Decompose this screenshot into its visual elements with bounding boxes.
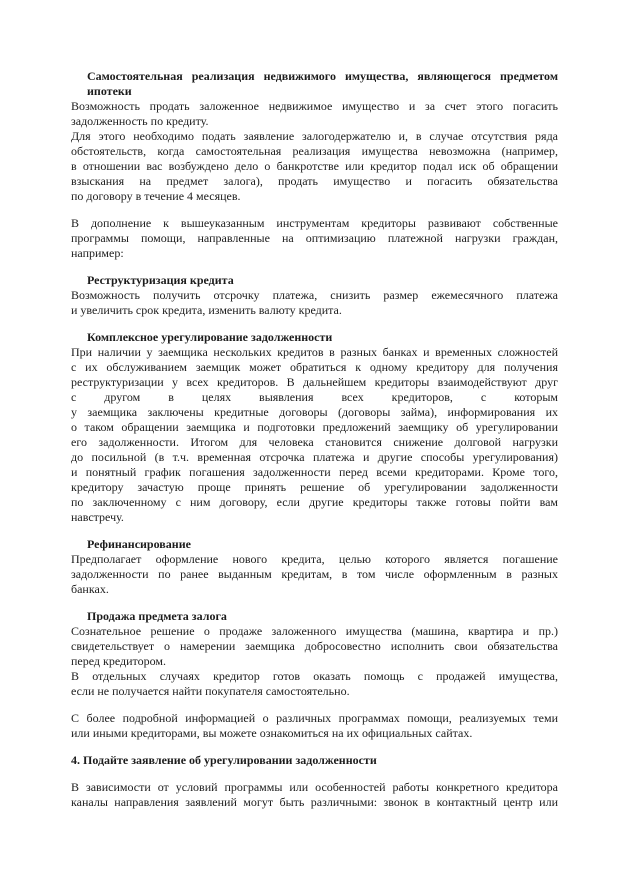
text-line: взыскания на предмет залога), продать имущество и погасить обязательства [71,174,558,188]
paragraph [71,129,558,204]
section-heading [71,537,558,552]
text-line: Реструктуризация кредита [87,273,234,287]
text-line: по договору в течение 4 месяцев. [71,189,241,203]
text-line: ипотеки [87,84,132,98]
text-line: или иными кредиторами, вы можете ознакомиться на их официальных сайтах. [71,726,473,740]
section-heading [71,609,558,624]
text-line: Продажа предмета залога [87,609,227,623]
text-line: Возможность продать заложенное недвижимое имущество и за счет этого погасить [71,99,558,113]
text-line: реструктуризации у всех кредиторов. В дальнейшем кредиторы взаимодействуют друг [71,375,558,389]
section-heading [71,69,558,99]
text-line: о таком обращении заемщика и подготовки предложений заемщику об урегулировании [71,420,558,434]
text-line: у заемщика заключены кредитные договоры (договоры займа), информирования их [71,405,558,419]
text-line: его задолженности. Итогом для человека становится снижение долговой нагрузки [71,435,558,449]
text-line: обстоятельств, когда самостоятельная реализация имущества невозможна (например, [71,144,558,158]
section-heading [71,753,558,768]
text-line: Рефинансирование [87,537,191,551]
paragraph [71,288,558,318]
text-line: С более подробной информацией о различных программах помощи, реализуемых теми [71,711,558,725]
text-line: Комплексное урегулирование задолженности [87,330,333,344]
text-line: 4. Подайте заявление об урегулировании задолженности [71,753,377,767]
text-line: и увеличить срок кредита, изменить валюту кредита. [71,303,342,317]
text-line: например: [71,246,124,260]
text-line: с их обслуживанием заемщик может обратиться к одному кредитору для получения [71,360,558,374]
text-line: задолженности по ранее выданным кредитам, в том числе оформленным в разных [71,567,558,581]
text-line: В дополнение к вышеуказанным инструментам кредиторы развивают собственные [71,216,558,230]
text-line: задолженность по кредиту. [71,114,209,128]
text-line: программы помощи, направленные на оптимизацию платежной нагрузки граждан, [71,231,558,245]
paragraph [71,552,558,597]
paragraph [71,624,558,669]
text-line: кредитору зачастую проще принять решение об урегулировании задолженности [71,480,558,494]
text-line: с другом в целях выявления всех кредиторов, с которым [71,390,558,404]
section-heading [71,330,558,345]
paragraph [71,780,558,810]
section-heading [71,273,558,288]
paragraph [71,345,558,525]
paragraph [71,216,558,261]
text-line: навстречу. [71,510,124,524]
paragraph [71,99,558,129]
text-line: перед кредитором. [71,654,166,668]
text-line: в отношении вас возбуждено дело о банкротстве или кредитор подал иск об обращении [71,159,558,173]
text-line: Предполагает оформление нового кредита, целью которого является погашение [71,552,558,566]
text-line: если не получается найти покупателя самостоятельно. [71,684,350,698]
text-line: и понятный график погашения задолженности перед всеми кредиторами. Кроме того, [71,465,558,479]
text-line: Для этого необходимо подать заявление залогодержателю и, в случае отсутствия ряда [71,129,558,143]
text-line: свидетельствует о намерении заемщика добросовестно исполнить свои обязательства [71,639,558,653]
text-line: В отдельных случаях кредитор готов оказать помощь с продажей имущества, [71,669,558,683]
text-line: Самостоятельная реализация недвижимого имущества, являющегося предметом [87,69,558,83]
document-body [71,69,558,810]
text-line: Сознательное решение о продаже заложенного имущества (машина, квартира и пр.) [71,624,558,638]
text-line: до посильной (в т.ч. временная отсрочка платежа и другие способы урегулирования) [71,450,558,464]
text-line: Возможность получить отсрочку платежа, снизить размер ежемесячного платежа [71,288,558,302]
text-line: В зависимости от условий программы или особенностей работы конкретного кредитора [71,780,558,794]
text-line: каналы направления заявлений могут быть различными: звонок в контактный центр или [71,795,558,809]
text-line: по заключенному с ним договору, если другие кредиторы также готовы пойти вам [71,495,558,509]
text-line: банках. [71,582,109,596]
paragraph [71,711,558,741]
text-line: При наличии у заемщика нескольких кредитов в разных банках и временных сложностей [71,345,558,359]
paragraph [71,669,558,699]
